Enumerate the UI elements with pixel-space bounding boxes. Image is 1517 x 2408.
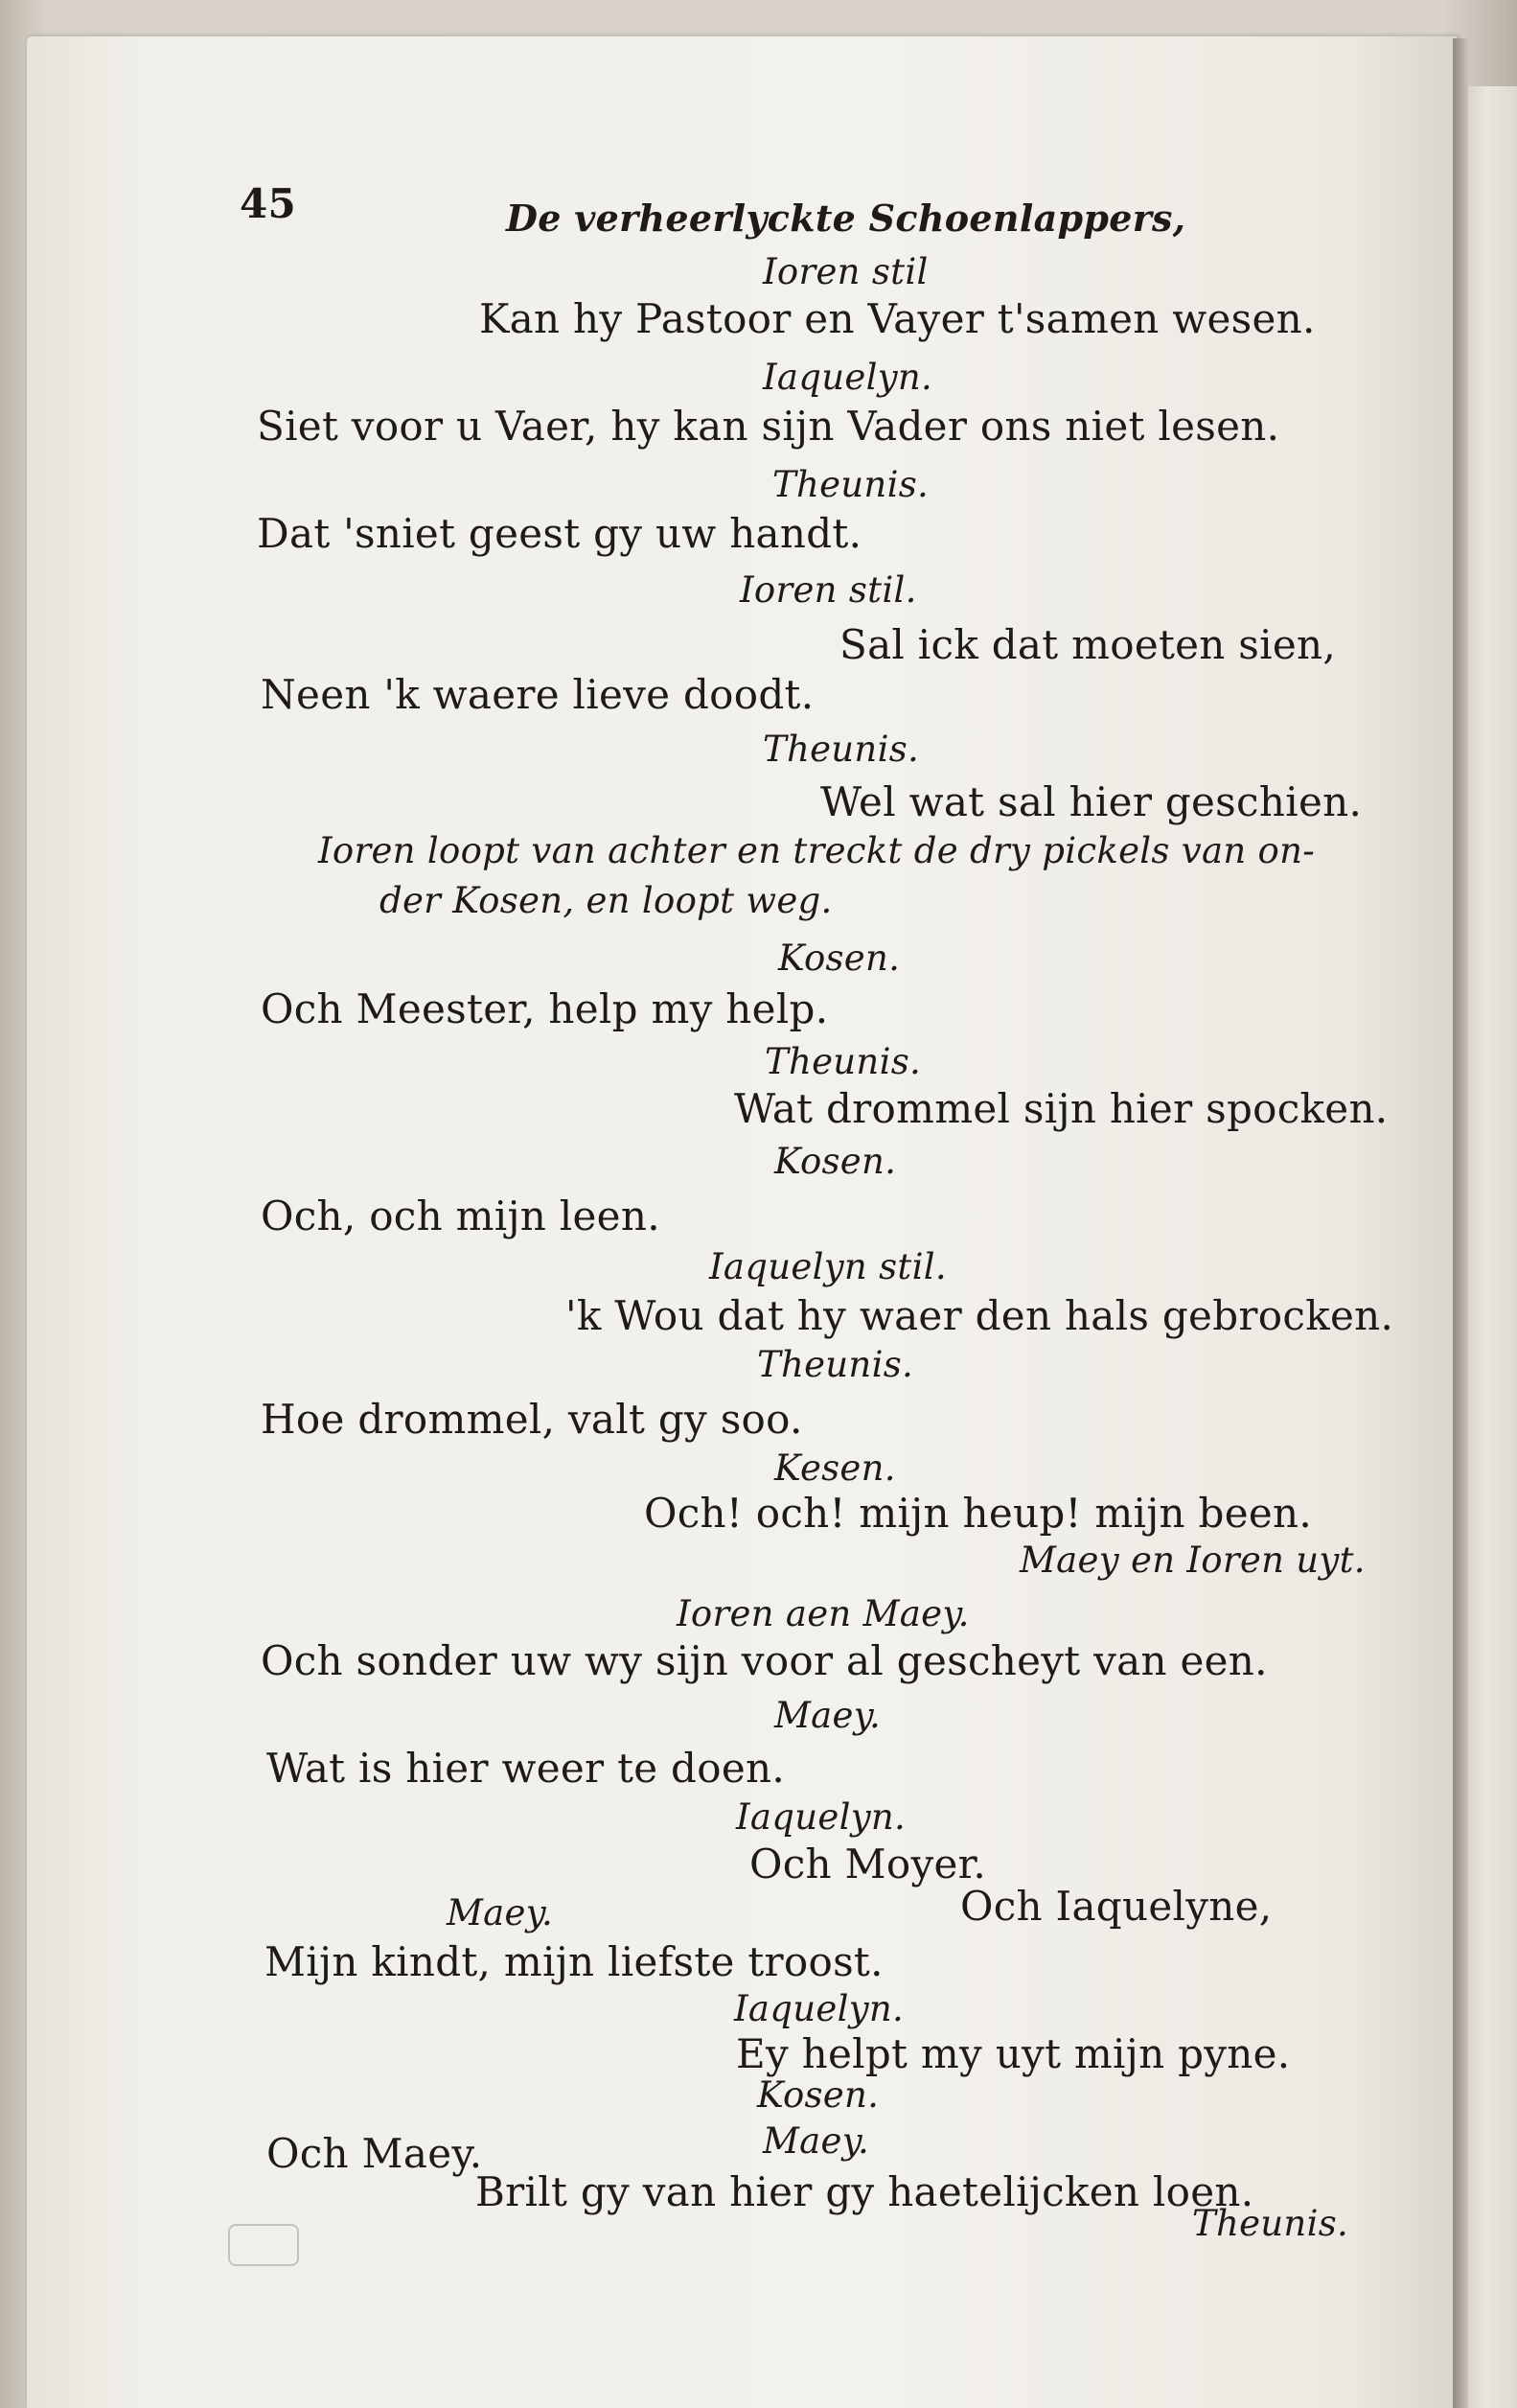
speaker-label: Iaquelyn. bbox=[763, 357, 933, 398]
verse-line: Wat drommel sijn hier spocken. bbox=[734, 1085, 1389, 1132]
speaker-label: Ioren aen Maey. bbox=[677, 1593, 970, 1634]
speaker-label: Maey. bbox=[763, 2120, 870, 2162]
verse-line: Wel wat sal hier geschien. bbox=[820, 778, 1363, 825]
speaker-label: Kosen. bbox=[778, 938, 901, 979]
stage-direction: Maey en Ioren uyt. bbox=[1020, 1540, 1366, 1581]
verse-line: Och Meester, help my help. bbox=[261, 985, 829, 1032]
speaker-label: Theunis. bbox=[765, 1041, 922, 1082]
speaker-label: Maey. bbox=[447, 1892, 554, 1933]
book-gutter bbox=[1453, 38, 1468, 2408]
speaker-label: Theunis. bbox=[763, 729, 920, 770]
verse-line: Ey helpt my uyt mijn pyne. bbox=[736, 2030, 1291, 2077]
verse-line: Neen 'k waere lieve doodt. bbox=[261, 671, 815, 718]
speaker-label: Kosen. bbox=[757, 2074, 880, 2116]
verse-line: 'k Wou dat hy waer den hals gebrocken. bbox=[565, 1292, 1394, 1339]
page-number: 45 bbox=[240, 180, 297, 227]
facing-page-edge bbox=[1464, 86, 1517, 2408]
speaker-label: Iaquelyn. bbox=[736, 1796, 907, 1838]
speaker-label: Maey. bbox=[774, 1695, 882, 1736]
speaker-label: Theunis. bbox=[757, 1344, 914, 1385]
verse-line: Och Maey. bbox=[266, 2130, 483, 2177]
speaker-label: Iaquelyn stil. bbox=[709, 1246, 947, 1287]
stage-direction: der Kosen, en loopt weg. bbox=[379, 880, 833, 921]
verse-line: Mijn kindt, mijn liefste troost. bbox=[264, 1938, 884, 1985]
verse-line: Dat 'sniet geest gy uw handt. bbox=[257, 510, 862, 557]
speaker-label: Ioren stil. bbox=[740, 569, 917, 611]
running-title: De verheerlyckte Schoenlappers, bbox=[506, 197, 1186, 240]
verse-line: Wat is hier weer te doen. bbox=[266, 1745, 785, 1792]
verse-line: Och sonder uw wy sijn voor al gescheyt van een. bbox=[261, 1637, 1268, 1684]
verse-line: Sal ick dat moeten sien, bbox=[839, 621, 1337, 668]
library-stamp bbox=[228, 2224, 299, 2266]
speaker-label: Kosen. bbox=[774, 1141, 897, 1182]
verse-line: Kan hy Pastoor en Vayer t'samen wesen. bbox=[479, 295, 1316, 342]
verse-line: Siet voor u Vaer, hy kan sijn Vader ons niet lesen. bbox=[257, 403, 1280, 450]
stage-direction: Ioren loopt van achter en treckt de dry pickels van on- bbox=[318, 830, 1316, 871]
verse-line: Brilt gy van hier gy haetelijcken loen. bbox=[475, 2168, 1254, 2215]
speaker-label: Ioren stil bbox=[763, 251, 929, 292]
speaker-label: Kesen. bbox=[774, 1447, 896, 1489]
verse-line: Och Moyer. bbox=[749, 1841, 987, 1887]
verse-line: Och Iaquelyne, bbox=[960, 1883, 1273, 1930]
speaker-label: Iaquelyn. bbox=[734, 1988, 905, 2029]
verse-line: Och! och! mijn heup! mijn been. bbox=[644, 1490, 1313, 1537]
speaker-label: Theunis. bbox=[1192, 2203, 1349, 2244]
speaker-label: Theunis. bbox=[772, 464, 930, 505]
verse-line: Hoe drommel, valt gy soo. bbox=[261, 1396, 803, 1443]
verse-line: Och, och mijn leen. bbox=[261, 1192, 660, 1239]
